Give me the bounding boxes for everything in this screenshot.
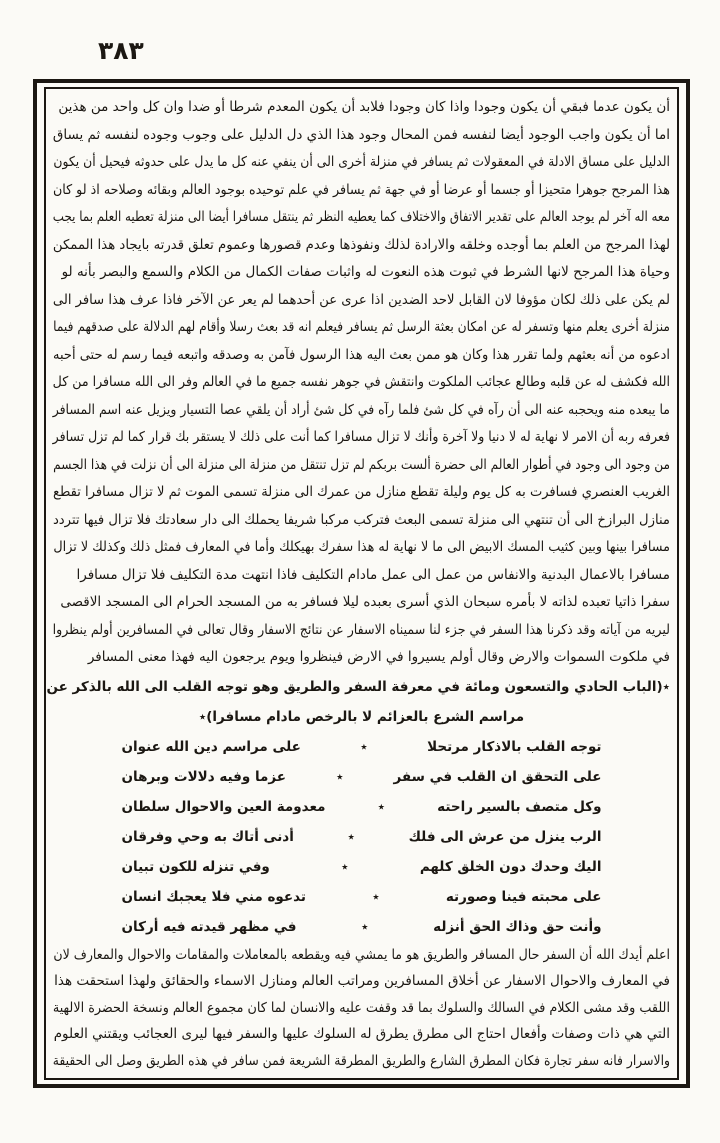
body-text-line: سفرا ذاتيا تعبده لذاته لا بأمره سبحان الذي أسرى بعبده ليلا فسافر به من المسجد الحرام الى المسجد الاقصى — [60, 594, 670, 610]
hemistich-second: عزما وفيه دلالات وبرهان — [121, 768, 287, 785]
chapter-heading-line-2: مراسم الشرع بالعزائم لا بالرخص مادام مسافرا)٭ — [198, 708, 525, 725]
hemistich-second: على مراسم دين الله عنوان — [121, 738, 301, 755]
body-text-line: فعرفه ربه أن الامر لا نهاية له لا دنيا ولا آخرة وأنك لا تزال مسافرا كما أنت على ذلك لا يستقر بك قرار كما لم تزل تسافر — [52, 429, 671, 445]
page-border-outer — [33, 79, 690, 1088]
body-text-line: الله فكشف له عن قلبه وطالع عجائب الملكوت وانتقش في جوهر نفسه جميع ما في العالم وفر الى الله مسافرا من كل — [52, 374, 670, 390]
body-text-line: الدليل على مساق الادلة في المعقولات ثم يسافر في منزلة أخرى الى أن ينفي عنه كل ما يدل على حدوثه فيحيل أن يكون — [53, 154, 670, 170]
hemistich-first: وأنت حق وذاك الحق أنزله — [433, 918, 602, 935]
footer-text-line: اللقب وقد مشى الكلام في السالك والسلوك بما قد وقفت عليه والانسان لما كان مجموع العالم ونسخة الحضرة الالهية — [52, 999, 671, 1016]
verse-separator-star: ٭ — [372, 888, 380, 905]
verse-separator-star: ٭ — [347, 828, 355, 845]
hemistich-first: على التحقق ان القلب في سفر — [393, 768, 602, 785]
hemistich-second: تدعوه مني فلا يعجبك انسان — [121, 888, 306, 905]
body-text-block — [53, 94, 670, 672]
verse-separator-star: ٭ — [336, 768, 344, 785]
body-text-line: مسافرا بينها وبين كثيب المسك الابيض الى ما لا نهاية له هذا سفرك بهيكلك وأما في المعارف فمثل ذلك وكذلك لا تزال — [53, 539, 670, 555]
footer-text-line: اعلم أيدك الله أن السفر حال المسافر والطريق هو ما يمشي فيه ويقطعه بالمعاملات والمقامات والاحوال والمعارف لان — [53, 946, 671, 963]
hemistich-first: وكل متصف بالسير راحته — [437, 798, 602, 815]
poem-verse — [122, 792, 602, 822]
body-text-line: لم يكن على ذلك لكان مؤوفا لان القابل لاحد الضدين اذا عرى عن أحدهما لم يعر عن الآخر فاذا عرف هذا سافر الى — [52, 291, 671, 308]
poem-verse — [122, 882, 602, 912]
poem-verse — [122, 732, 602, 762]
body-text-line: لهذا المرجح من العلم بما أوجده وخلقه والارادة لذلك ونفوذها وعدم قصورها وعموم تعلق قدرته بايجاد هذا الممكن — [52, 236, 671, 253]
chapter-heading-line-1: ٭(الباب الحادي والتسعون ومائة في معرفة السفر والطريق وهو توجه القلب الى الله بالذكر عن — [46, 678, 670, 695]
hemistich-second: وفي تنزله للكون تبيان — [121, 858, 270, 875]
body-text-line: مسافرا بالاعمال البدنية والانفاس من عمل الى عمل مادام التكليف فاذا انتهت مدة التكليف فلا تزال مسافرا — [76, 566, 670, 583]
footer-text-line: والاسرار فانه سفر تجارة فكان المطرق الشارع والطريق المطرقة الشريعة فمن سافر في هذه الطريق وصل الى الحقيقة — [52, 1052, 670, 1069]
body-text-line: اما أن يكون واجب الوجود أيضا لنفسه فمن المحال وجود هذا الذي دل الدليل على وجوب وجوده لنفسه ثم يساق — [52, 126, 670, 143]
hemistich-second: في مظهر قيدته فيه أركان — [121, 918, 297, 935]
verse-separator-star: ٭ — [361, 918, 369, 935]
page-number: ٣٨٣ — [98, 36, 144, 65]
hemistich-first: الرب ينزل من عرش الى فلك — [408, 828, 602, 845]
body-text-line: منازل البرازخ الى أن تنتهي الى منزلة تسمى البعث فتركب مركبا شريفا يحملك الى دار سعادتك فلا تزال فيها تتردد — [52, 511, 671, 528]
footer-text-line: التي هي ذات وصفات وأفعال احتاج الى مطرق يطرق له السلوك عليها والسفر فيها ليرى العجائب ويقتني العلوم — [53, 1026, 670, 1042]
hemistich-second: معدومة العين والاحوال سلطان — [121, 798, 326, 815]
poem-block — [122, 732, 602, 942]
body-text-line: أن يكون عدما فبقي أن يكون وجودا واذا كان وجودا فلابد أن يكون المعدم شرطا أو ضدا وان كل واحد من هذين — [58, 99, 670, 115]
poem-verse — [122, 912, 602, 942]
body-text-line: الغريب العنصري فسافرت به كل يوم وليلة تقطع منازل من عمرك الى منزلة تسمى الموت ثم لا تزال مسافرا تقطع — [53, 484, 670, 500]
body-text-line: من وجود الى وجود في أطوار العالم الى حضرة ألست بربكم لم تزل تنتقل من منزلة الى منزلة الى أن نزلت في هذا الجسم — [53, 456, 670, 473]
body-text-line: ادعوه من أنه بعثهم ولما تقرر هذا وكان هو ممن بعث اليه هذا الرسول فآمن به وصدقه واتبعه فيما رسم له حتى أحبه — [53, 346, 671, 363]
poem-verse — [122, 822, 602, 852]
verse-separator-star: ٭ — [341, 858, 349, 875]
verse-separator-star: ٭ — [377, 798, 385, 815]
hemistich-first: اليك وحدك دون الخلق كلهم — [419, 858, 602, 875]
body-text-line: ليريه من آياته وقد ذكرنا هذا السفر في جزء لنا سميناه الاسفار عن نتائج الاسفار وقال تعالى في المسافرين أولم ينظروا — [52, 621, 670, 638]
verse-separator-star: ٭ — [360, 738, 368, 755]
poem-verse — [122, 852, 602, 882]
page-border-inner — [44, 87, 679, 1080]
body-text-line: وحياة هذا المرجح لانها الشرط في ثبوت هذه النعوت له واثبات صفات الكمال من الكلام والسمع والبصر بأنه لو — [61, 264, 670, 280]
body-text-line: ما يبعده منه ويحجبه عنه الى أن رآه في كل شئ فلما رآه في كل شئ أراد أن يلقي عصا التسيار ويزيل عنه اسم المسافر — [52, 401, 671, 418]
chapter-heading — [46, 672, 670, 732]
body-text-line: منزلة أخرى يعلم منها وتسفر له عن امكان بعثة الرسل ثم يسافر فيعلم انه قد بعث رسلا وأقام لهم الدلالة على صدقهم فيما — [53, 319, 671, 335]
body-text-line: هذا المرجح جوهرا متحيزا أو جسما أو عرضا أو في جهة ثم يسافر في علم توحيده بوجود العالم وبقائه وصلاحه اذ لو كان — [52, 181, 671, 198]
footer-text-line: في المعارف والاحوال الاسفار عن أخلاق المسافرين ومراتب العالم ومنازل الاسماء والحقائق ولهذا استحقت هذا — [54, 973, 670, 989]
hemistich-first: على محبته فينا وصورته — [445, 888, 602, 905]
poem-verse — [122, 762, 602, 792]
hemistich-first: توجه القلب بالاذكار مرتحلا — [427, 738, 602, 755]
hemistich-second: أدنى أتاك به وحي وفرقان — [121, 828, 294, 845]
footer-text-block — [53, 942, 670, 1075]
body-text-line: في ملكوت السموات والارض وقال أولم يسيروا في الارض فينظروا ويوم يرجعون اليه فهذا معنى المسافر — [87, 649, 670, 665]
body-text-line: معه اله آخر لم يوجد العالم على تقدير الاتفاق والاختلاف كما يعطيه النظر ثم ينتقل مسافرا أيضا الى منزلة تعطيه العلم بما يجب — [52, 209, 670, 225]
